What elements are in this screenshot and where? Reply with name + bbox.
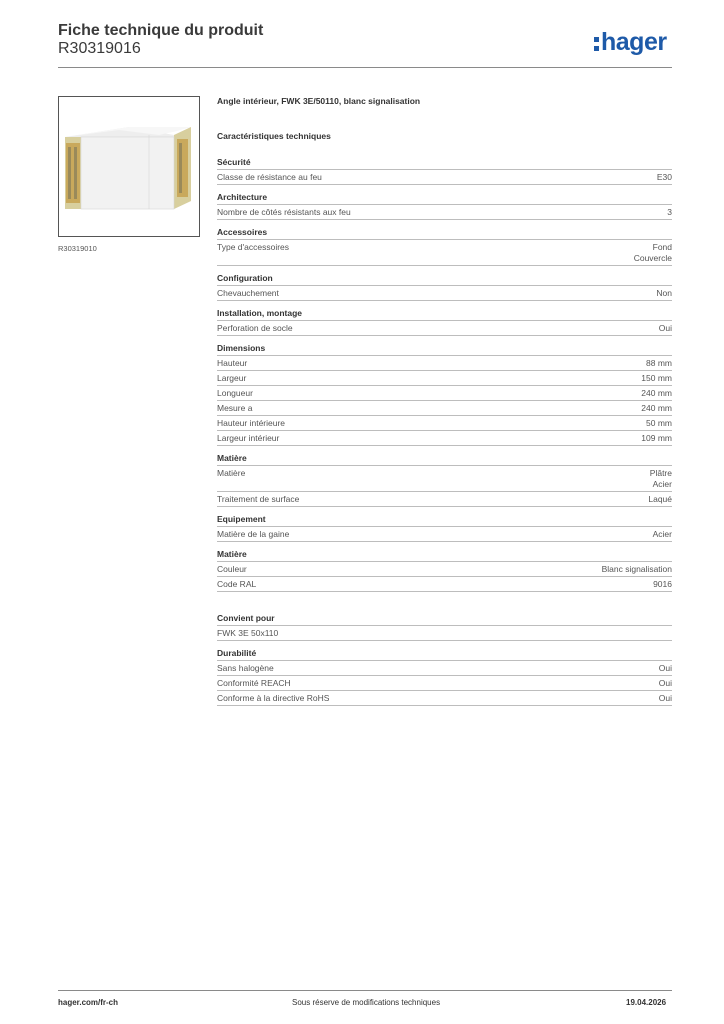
hager-logo	[594, 28, 667, 57]
spec-section	[217, 341, 672, 446]
spec-value-line: 240 mm	[641, 388, 672, 398]
spec-section	[217, 155, 672, 185]
logo-dots-icon	[594, 33, 599, 53]
spec-row	[217, 385, 672, 400]
spec-row	[217, 355, 672, 370]
image-caption: R30319010	[58, 244, 97, 253]
spec-value	[667, 207, 672, 218]
spec-row	[217, 660, 672, 675]
spec-value-line: Oui	[658, 693, 672, 703]
spec-row	[217, 561, 672, 576]
spec-label: Code RAL	[217, 579, 257, 589]
spec-value	[646, 418, 672, 429]
spec-label: Hauteur intérieure	[217, 418, 286, 428]
section-title: Matière	[217, 453, 247, 463]
spec-value-line: Oui	[658, 663, 672, 673]
spec-row	[217, 526, 672, 542]
spec-section	[217, 611, 672, 641]
spec-value	[653, 529, 672, 540]
spec-value-line: E30	[656, 172, 672, 182]
spec-value-line: Fond	[652, 242, 672, 252]
spec-section	[217, 225, 672, 266]
spec-value	[646, 358, 672, 369]
spec-value-line: 150 mm	[641, 373, 672, 383]
section-title: Equipement	[217, 514, 266, 524]
spec-label: Sans halogène	[217, 663, 274, 673]
spec-value-line: Blanc signalisation	[601, 564, 672, 574]
spec-row	[217, 625, 672, 641]
spec-section	[217, 271, 672, 301]
section-title: Accessoires	[217, 227, 268, 237]
spec-value	[641, 433, 672, 444]
spec-value-line: 88 mm	[646, 358, 672, 368]
durabilite-section	[217, 646, 672, 706]
spec-label: FWK 3E 50x110	[217, 628, 279, 638]
spec-row	[217, 491, 672, 507]
spec-row	[217, 690, 672, 706]
spec-value-line: 240 mm	[641, 403, 672, 413]
spec-section	[217, 512, 672, 542]
spec-content	[217, 96, 672, 711]
header-divider	[58, 67, 672, 68]
spec-label: Mesure a	[217, 403, 253, 413]
spec-label: Nombre de côtés résistants aux feu	[217, 207, 351, 217]
brand-name: hager	[601, 28, 667, 56]
spec-value-line: Non	[656, 288, 672, 298]
section-title: Configuration	[217, 273, 273, 283]
footer-divider	[58, 990, 672, 991]
spec-row	[217, 465, 672, 491]
spec-value	[659, 323, 672, 334]
spec-row	[217, 576, 672, 592]
spec-value	[641, 388, 672, 399]
spec-value	[656, 288, 672, 299]
spec-label: Chevauchement	[217, 288, 279, 298]
spec-label: Classe de résistance au feu	[217, 172, 322, 182]
page-title: Fiche technique du produit	[58, 22, 264, 39]
spec-label: Largeur	[217, 373, 247, 383]
characteristics-heading: Caractéristiques techniques	[217, 131, 331, 141]
spec-value-line: 50 mm	[646, 418, 672, 428]
spec-value	[602, 564, 672, 575]
section-title: Durabilité	[217, 648, 257, 658]
spec-label: Traitement de surface	[217, 494, 300, 504]
spec-row	[217, 320, 672, 336]
spec-row	[217, 415, 672, 430]
spec-value	[659, 693, 672, 704]
section-title: Architecture	[217, 192, 268, 202]
section-title: Matière	[217, 549, 247, 559]
spec-value-line: 109 mm	[641, 433, 672, 443]
spec-value	[653, 579, 672, 590]
spec-section	[217, 547, 672, 592]
spec-section	[217, 190, 672, 220]
spec-label: Largeur intérieur	[217, 433, 280, 443]
spec-value-line: Couvercle	[633, 253, 672, 263]
spec-section	[217, 451, 672, 507]
spec-value-line: Plâtre	[649, 468, 672, 478]
spec-row	[217, 370, 672, 385]
convient-section	[217, 611, 672, 641]
spec-section	[217, 306, 672, 336]
spec-value-line: 3	[667, 207, 672, 217]
spec-label: Couleur	[217, 564, 247, 574]
spec-row	[217, 430, 672, 446]
spec-value-line: Acier	[652, 479, 672, 489]
spec-row	[217, 169, 672, 185]
section-title: Dimensions	[217, 343, 266, 353]
spec-value-line: Oui	[658, 678, 672, 688]
spec-value	[650, 468, 672, 490]
spec-label: Conforme à la directive RoHS	[217, 693, 330, 703]
corner-duct-illustration	[59, 97, 199, 236]
footer-date: 19.04.2026	[626, 998, 667, 1007]
spec-row	[217, 204, 672, 220]
spec-label: Conformité REACH	[217, 678, 291, 688]
spec-label: Hauteur	[217, 358, 248, 368]
spec-value	[641, 403, 672, 414]
product-reference: R30319016	[58, 40, 141, 57]
section-title: Convient pour	[217, 613, 275, 623]
spec-sections	[217, 155, 672, 592]
spec-label: Longueur	[217, 388, 253, 398]
spec-value-line: Acier	[652, 529, 672, 539]
spec-value	[659, 663, 672, 674]
spec-value	[634, 242, 672, 264]
spec-row	[217, 239, 672, 266]
spec-value	[641, 373, 672, 384]
spec-label: Matière	[217, 468, 246, 478]
section-title: Installation, montage	[217, 308, 303, 318]
spec-value-line: Oui	[658, 323, 672, 333]
spec-label: Perforation de socle	[217, 323, 293, 333]
product-description: Angle intérieur, FWK 3E/50110, blanc signalisation	[217, 96, 421, 106]
spec-value	[659, 678, 672, 689]
spec-row	[217, 400, 672, 415]
footer-notice: Sous réserve de modifications techniques	[292, 998, 441, 1007]
spec-label: Matière de la gaine	[217, 529, 290, 539]
product-image	[58, 96, 200, 237]
spec-row	[217, 285, 672, 301]
spec-value-line: 9016	[653, 579, 672, 589]
spec-label: Type d'accessoires	[217, 242, 290, 252]
spec-value	[648, 494, 672, 505]
spec-section	[217, 646, 672, 706]
section-title: Sécurité	[217, 157, 251, 167]
spec-row	[217, 675, 672, 690]
spec-value-line: Laqué	[648, 494, 672, 504]
footer-website[interactable]: hager.com/fr-ch	[58, 998, 119, 1007]
spec-value	[657, 172, 672, 183]
